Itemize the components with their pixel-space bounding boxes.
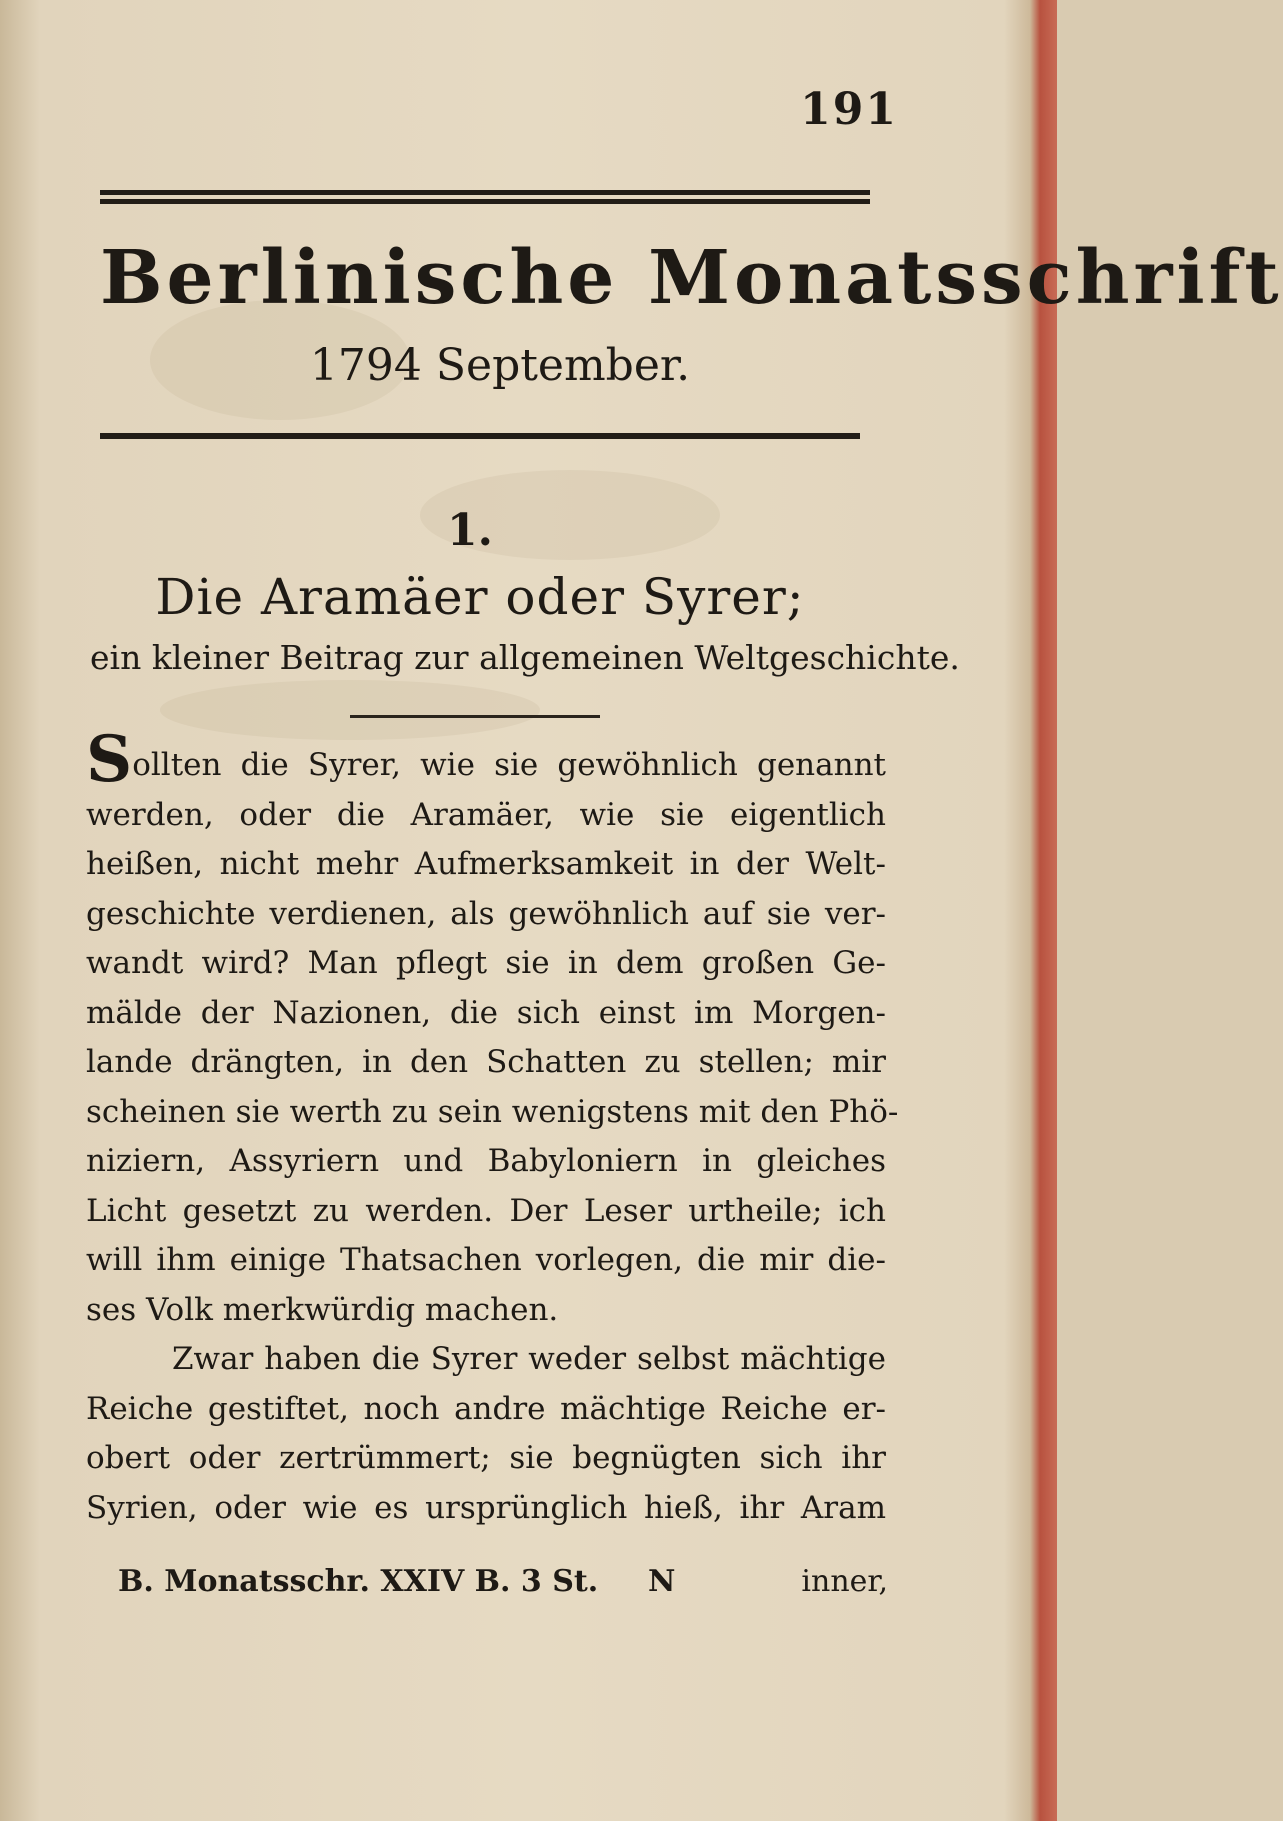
journal-masthead: Berlinische Monatsschrift	[100, 235, 1283, 321]
article-number: 1.	[447, 505, 493, 556]
header-double-rule	[100, 190, 870, 206]
issue-date: 1794 September.	[309, 340, 691, 391]
body-line: geschichte verdienen, als gewöhnlich auf sie ver-	[86, 895, 886, 932]
signature-mark: N	[648, 1564, 676, 1599]
title-divider	[350, 715, 600, 718]
body-line: wandt wird? Man pflegt sie in dem großen Ge-	[86, 945, 886, 981]
body-line: will ihm einige Thatsachen vorlegen, die mir die-	[86, 1242, 886, 1278]
signature-line: B. Monatsschr. XXIV B. 3 St.	[118, 1564, 599, 1599]
paper-stain	[160, 680, 540, 740]
body-line: obert oder zertrümmert; sie begnügten sich ihr	[86, 1440, 886, 1476]
article-title: Die Aramäer oder Syrer;	[155, 568, 805, 626]
body-line: ses Volk merkwürdig machen.	[86, 1291, 559, 1328]
article-subtitle: ein kleiner Beitrag zur allgemeinen Weltgeschichte.	[90, 638, 960, 677]
body-line: heißen, nicht mehr Aufmerksamkeit in der Welt-	[86, 846, 886, 882]
page-number: 191	[800, 84, 898, 135]
header-rule	[100, 433, 860, 439]
body-line: Reiche gestiftet, noch andre mächtige Reiche er-	[86, 1390, 886, 1427]
body-line: scheinen sie werth zu sein wenigstens mit den Phö-	[86, 1093, 899, 1130]
body-line: Syrien, oder wie es ursprünglich hieß, ihr Aram	[86, 1489, 886, 1526]
body-line: lande drängten, in den Schatten zu stellen; mir	[86, 1044, 886, 1080]
article-body	[86, 722, 899, 1533]
body-line: Sollten die Syrer, wie sie gewöhnlich genannt	[86, 722, 886, 797]
body-line: mälde der Nazionen, die sich einst im Morgen-	[86, 994, 886, 1031]
body-line: Zwar haben die Syrer weder selbst mächtige	[172, 1341, 886, 1377]
body-line: niziern, Assyriern und Babyloniern in gleiches	[86, 1143, 886, 1179]
catchword: inner,	[801, 1564, 888, 1599]
body-line: werden, oder die Aramäer, wie sie eigentlich	[86, 796, 886, 833]
drop-cap: S	[86, 722, 133, 797]
page-footer	[118, 1564, 888, 1614]
body-line: Licht gesetzt zu werden. Der Leser urtheile; ich	[86, 1192, 886, 1229]
